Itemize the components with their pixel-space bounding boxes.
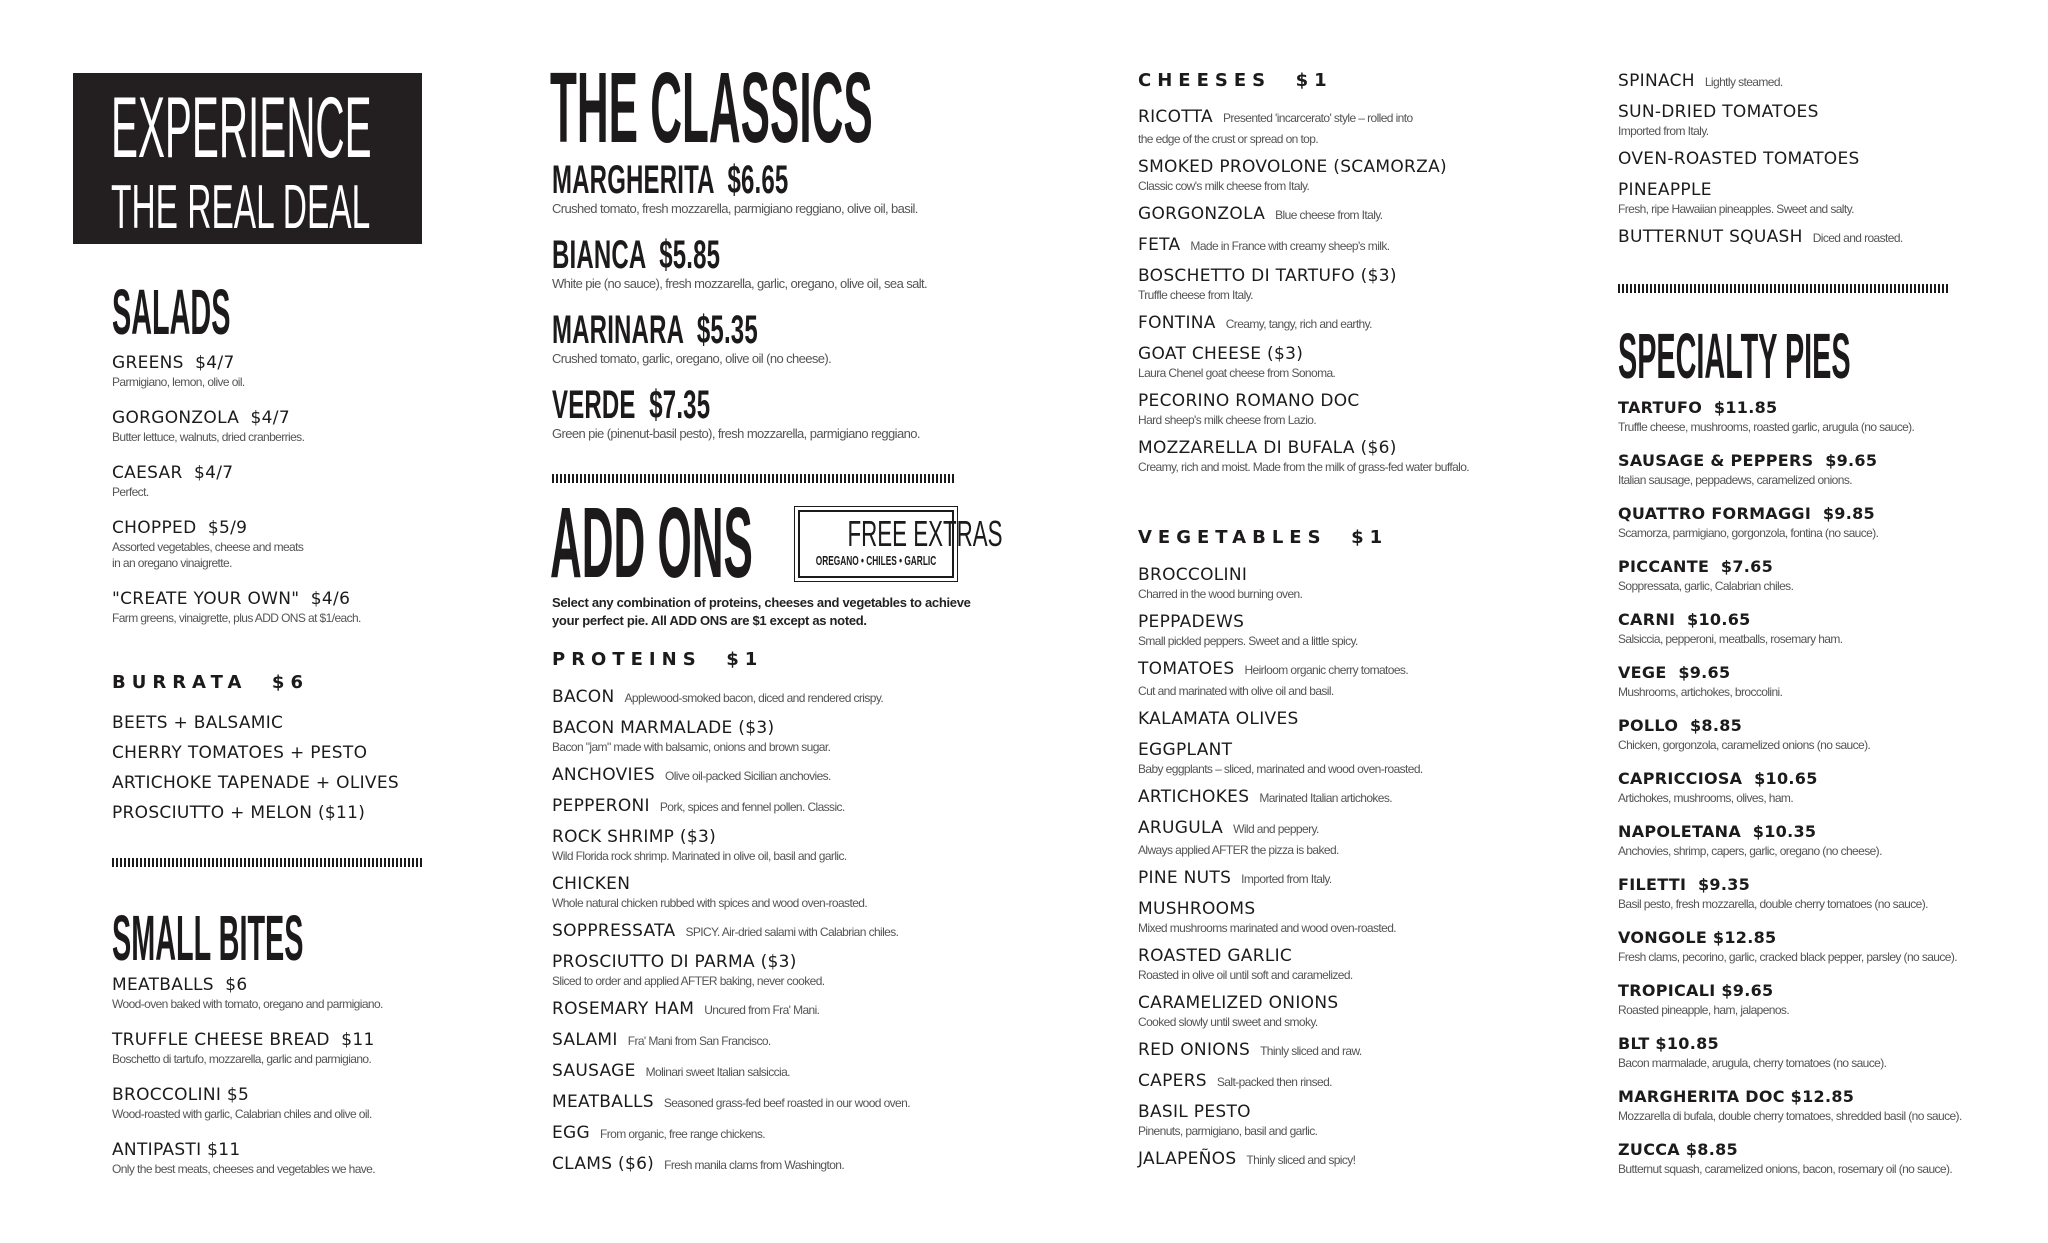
menu-item-name: "CREATE YOUR OWN" $4/6 [112,589,351,609]
menu-item [552,160,946,217]
menu-item [1618,179,1958,217]
menu-item [1618,397,1962,436]
menu-item [112,352,361,390]
menu-item-name: MOZZARELLA DI BUFALA ($6) [1138,438,1397,458]
small-bites-title: SMALL BITES [112,902,304,974]
menu-item [1138,390,1538,428]
menu-item-description: Charred in the wood burning oven. [1138,587,1303,601]
classics-list [552,160,946,460]
menu-item-name: FETA [1138,235,1181,255]
menu-item-description: Fresh, ripe Hawaiian pineapples. Sweet and salty. [1618,202,1854,216]
menu-item-description: Assorted vegetables, cheese and meats in an oregano vinaigrette. [112,540,304,570]
menu-item-name: SAUSAGE [552,1061,636,1081]
menu-item-name: PINE NUTS [1138,868,1232,888]
menu-item [1138,786,1538,808]
hero-line-1: EXPERIENCE [111,80,372,176]
menu-item [112,588,361,626]
menu-item-description: Mozzarella di bufala, double cherry tomatoes, shredded basil (no sauce). [1618,1109,1962,1123]
vegetables-list-continued [1618,70,1958,257]
menu-item-name: SOPPRESSATA [552,921,676,941]
menu-item-description: Roasted in olive oil until soft and caramelized. [1138,968,1353,982]
menu-item [552,235,946,292]
menu-item [112,708,399,738]
menu-item-description: Fresh clams, pecorino, garlic, cracked black pepper, parsley (no sauce). [1618,950,1957,964]
menu-item-description: Pork, spices and fennel pollen. Classic. [659,800,845,814]
menu-item-name: ROASTED GARLIC [1138,946,1293,966]
menu-item-description: Laura Chenel goat cheese from Sonoma. [1138,366,1336,380]
menu-item-name: BUTTERNUT SQUASH [1618,227,1803,247]
menu-item-name: FONTINA [1138,313,1216,333]
menu-item-name: BACON [552,687,615,707]
menu-item-name: ANTIPASTI $11 [112,1140,241,1160]
salads-list [112,352,361,643]
menu-item [112,1139,383,1177]
small-bites-heading [112,902,538,974]
menu-item-description: Hard sheep's milk cheese from Lazio. [1138,413,1317,427]
menu-item-description: Wood-roasted with garlic, Calabrian chiles and olive oil. [112,1107,372,1121]
menu-item-name: QUATTRO FORMAGGI $9.85 [1618,504,1875,523]
menu-item [112,768,399,798]
menu-item-name: MARGHERITA $6.65 [552,158,789,202]
menu-item [1138,1070,1538,1092]
menu-item [112,462,361,500]
menu-item-name: TOMATOES [1138,659,1235,679]
menu-item-description: Salt-packed then rinsed. [1216,1075,1332,1089]
menu-item-name: BEETS + BALSAMIC [112,713,284,733]
menu-item [1138,343,1538,381]
menu-item-description: Fra' Mani from San Francisco. [627,1034,771,1048]
menu-item [1138,564,1538,602]
menu-item [1618,148,1958,170]
add-ons-title: ADD ONS [550,487,753,599]
hero-banner [73,73,422,244]
menu-item-description: Soppressata, garlic, Calabrian chiles. [1618,579,1794,593]
menu-item-name: PROSCIUTTO DI PARMA ($3) [552,952,797,972]
menu-item-description: Wild and peppery. Always applied AFTER the pizza is baked. [1138,822,1339,857]
menu-item-name: CHERRY TOMATOES + PESTO [112,743,368,763]
menu-item [1138,1039,1538,1061]
menu-item-name: RED ONIONS [1138,1040,1251,1060]
menu-item-name: PEPPERONI [552,796,650,816]
menu-item [552,686,972,708]
menu-item [112,1084,383,1122]
menu-item [1618,1139,1962,1178]
menu-item [552,1153,972,1175]
menu-item-description: Green pie (pinenut-basil pesto), fresh mozzarella, parmigiano reggiano. [552,426,920,441]
menu-item-description: Scamorza, parmigiano, gorgonzola, fontina (no sauce). [1618,526,1879,540]
menu-item-name: CAESAR $4/7 [112,463,234,483]
menu-item-description: Creamy, tangy, rich and earthy. [1225,317,1372,331]
menu-item [1618,609,1962,648]
menu-item-name: NAPOLETANA $10.35 [1618,822,1817,841]
menu-item [552,873,972,911]
menu-item-name: ARTICHOKES [1138,787,1250,807]
menu-item-name: ARTICHOKE TAPENADE + OLIVES [112,773,399,793]
menu-item [1618,662,1962,701]
menu-item-name: BOSCHETTO DI TARTUFO ($3) [1138,266,1397,286]
menu-item-description: Fresh manila clams from Washington. [664,1158,845,1172]
menu-item-name: PICCANTE $7.65 [1618,557,1774,576]
menu-item-name: TRUFFLE CHEESE BREAD $11 [112,1030,375,1050]
menu-item-description: Thinly sliced and raw. [1260,1044,1362,1058]
menu-item-description: Truffle cheese, mushrooms, roasted garlic, arugula (no sauce). [1618,420,1915,434]
menu-item-description: White pie (no sauce), fresh mozzarella, garlic, oregano, olive oil, sea salt. [552,276,928,291]
menu-item-name: BACON MARMALADE ($3) [552,718,775,738]
cheeses-heading: CHEESES $1 [1138,70,1333,91]
menu-item-name: RICOTTA [1138,107,1213,127]
free-extras-title: FREE EXTRAS [847,513,1003,554]
menu-item-description: Chicken, gorgonzola, caramelized onions (no sauce). [1618,738,1871,752]
menu-item [1618,980,1962,1019]
menu-item-description: Creamy, rich and moist. Made from the milk of grass-fed water buffalo. [1138,460,1470,474]
menu-item-name: CHICKEN [552,874,631,894]
menu-item-name: EGGPLANT [1138,740,1233,760]
burrata-list [112,708,399,828]
menu-item-name: PINEAPPLE [1618,180,1712,200]
menu-item [1618,450,1962,489]
menu-item [552,1060,972,1082]
menu-item [1618,1086,1962,1125]
menu-item [1138,1101,1538,1139]
menu-item-name: ROSEMARY HAM [552,999,695,1019]
menu-item-name: MUSHROOMS [1138,899,1256,919]
menu-item-name: MARINARA $5.35 [552,308,758,352]
specialty-pies-heading [1618,320,2048,392]
menu-item [552,795,972,817]
menu-item [552,310,946,367]
menu-item-description: Cooked slowly until sweet and smoky. [1138,1015,1318,1029]
menu-item-description: Truffle cheese from Italy. [1138,288,1253,302]
menu-item-name: JALAPEÑOS [1138,1149,1237,1169]
menu-item [552,764,972,786]
salads-title: SALADS [112,276,231,348]
menu-item [1138,867,1538,889]
menu-item-name: ARUGULA [1138,818,1224,838]
menu-item-name: BROCCOLINI $5 [112,1085,250,1105]
divider [112,858,422,867]
menu-item-name: VEGE $9.65 [1618,663,1731,682]
menu-item [1138,817,1538,858]
menu-item-name: TROPICALI $9.65 [1618,981,1774,1000]
menu-item [552,1091,972,1113]
menu-item-description: Marinated Italian artichokes. [1259,791,1393,805]
menu-item-name: EGG [552,1123,590,1143]
menu-item-name: GOAT CHEESE ($3) [1138,344,1304,364]
cheeses-list [1138,106,1538,484]
menu-item-description: Blue cheese from Italy. [1275,208,1383,222]
menu-item-description: Wild Florida rock shrimp. Marinated in olive oil, basil and garlic. [552,849,847,863]
menu-item-name: VONGOLE $12.85 [1618,928,1777,947]
menu-item-description: Italian sausage, peppadews, caramelized onions. [1618,473,1852,487]
menu-item-description: Anchovies, shrimp, capers, garlic, oregano (no cheese). [1618,844,1882,858]
menu-item [1138,611,1538,649]
menu-item-description: Presented 'incarcerato' style – rolled into the edge of the crust or spread on top. [1138,111,1413,146]
menu-item [552,920,972,942]
menu-item [1138,658,1538,699]
menu-item-description: Wood-oven baked with tomato, oregano and parmigiano. [112,997,383,1011]
menu-item [552,1122,972,1144]
proteins-list [552,686,972,1184]
add-ons-intro: Select any combination of proteins, cheeses and vegetables to achieve your perfect pie. All ADD ONS are $1 except as noted. [552,595,971,628]
menu-item-description: Crushed tomato, garlic, oregano, olive oil (no cheese). [552,351,832,366]
menu-item [552,951,972,989]
menu-item-description: Butter lettuce, walnuts, dried cranberries. [112,430,305,444]
menu-item-description: Molinari sweet Italian salsiccia. [645,1065,790,1079]
menu-item-description: Crushed tomato, fresh mozzarella, parmigiano reggiano, olive oil, basil. [552,201,918,216]
specialty-pies-list [1618,397,1962,1192]
free-extras-items: OREGANO • CHILES • GARLIC [815,553,937,568]
specialty-pies-title: SPECIALTY PIES [1618,320,1851,392]
menu-item [552,717,972,755]
menu-item [112,1029,383,1067]
menu-item-description: Seasoned grass-fed beef roasted in our wood oven. [663,1096,910,1110]
menu-item-description: Basil pesto, fresh mozzarella, double cherry tomatoes (no sauce). [1618,897,1928,911]
menu-item-description: Mushrooms, artichokes, broccolini. [1618,685,1783,699]
menu-item-name: CARAMELIZED ONIONS [1138,993,1339,1013]
menu-item-name: BLT $10.85 [1618,1034,1719,1053]
menu-item-name: TARTUFO $11.85 [1618,398,1778,417]
menu-item [1138,992,1538,1030]
menu-item-description: Small pickled peppers. Sweet and a little spicy. [1138,634,1358,648]
menu-item-name: GORGONZOLA $4/7 [112,408,290,428]
menu-item [1618,1033,1962,1072]
classics-title: THE CLASSICS [550,52,873,164]
menu-item-description: Roasted pineapple, ham, jalapenos. [1618,1003,1790,1017]
vegetables-heading: VEGETABLES $1 [1138,527,1389,548]
menu-item-name: FILETTI $9.35 [1618,875,1751,894]
menu-item-description: Imported from Italy. [1618,124,1709,138]
menu-item-description: Applewood-smoked bacon, diced and rendered crispy. [624,691,884,705]
menu-item-description: From organic, free range chickens. [600,1127,766,1141]
menu-item-description: Only the best meats, cheeses and vegetables we have. [112,1162,375,1176]
menu-item [1138,312,1538,334]
menu-item [1138,1148,1538,1170]
menu-item-name: SMOKED PROVOLONE (SCAMORZA) [1138,157,1447,177]
vegetables-list [1138,564,1538,1179]
menu-item-name: BIANCA $5.85 [552,233,721,277]
menu-item [112,517,361,571]
menu-item-description: Whole natural chicken rubbed with spices and wood oven-roasted. [552,896,868,910]
menu-item-description: SPICY. Air-dried salami with Calabrian chiles. [685,925,899,939]
menu-item-description: Pinenuts, parmigiano, basil and garlic. [1138,1124,1318,1138]
menu-item-name: ANCHOVIES [552,765,655,785]
menu-item-name: MEATBALLS [552,1092,654,1112]
menu-item-description: Diced and roasted. [1812,231,1903,245]
menu-item-name: CHOPPED $5/9 [112,518,248,538]
menu-item [1618,821,1962,860]
menu-item-name: MEATBALLS $6 [112,975,248,995]
menu-item [1138,234,1538,256]
menu-item [112,407,361,445]
menu-item-name: KALAMATA OLIVES [1138,709,1299,729]
divider [1618,284,1948,293]
menu-item [1618,226,1958,248]
menu-item [552,1029,972,1051]
menu-item-description: Made in France with creamy sheep's milk. [1190,239,1390,253]
menu-item-description: Perfect. [112,485,149,499]
menu-item-description: Bacon "jam" made with balsamic, onions and brown sugar. [552,740,831,754]
hero-line-2: THE REAL DEAL [111,173,371,242]
menu-item [1138,437,1538,475]
menu-item-name: SUN-DRIED TOMATOES [1618,102,1819,122]
salads-heading [112,276,375,348]
proteins-heading: PROTEINS $1 [552,649,764,670]
menu-item [1138,265,1538,303]
menu-item-name: GORGONZOLA [1138,204,1266,224]
menu-item [552,385,946,442]
menu-item [1138,106,1538,147]
menu-item-name: SALAMI [552,1030,618,1050]
menu-item-description: Baby eggplants – sliced, marinated and wood oven-roasted. [1138,762,1423,776]
menu-item [1138,203,1538,225]
menu-item-name: ZUCCA $8.85 [1618,1140,1738,1159]
menu-item-description: Mixed mushrooms marinated and wood oven-roasted. [1138,921,1397,935]
burrata-heading: BURRATA $6 [112,672,309,693]
menu-item-description: Artichokes, mushrooms, olives, ham. [1618,791,1794,805]
menu-item [1618,715,1962,754]
menu-item-description: Sliced to order and applied AFTER baking, never cooked. [552,974,825,988]
menu-item-name: OVEN-ROASTED TOMATOES [1618,149,1860,169]
menu-item-description: Salsiccia, pepperoni, meatballs, rosemary ham. [1618,632,1843,646]
menu-item-name: BASIL PESTO [1138,1102,1251,1122]
free-extras-box [798,510,1003,578]
menu-item-name: CAPRICCIOSA $10.65 [1618,769,1818,788]
small-bites-list [112,974,383,1194]
menu-item [1618,874,1962,913]
menu-item-description: Imported from Italy. [1241,872,1332,886]
menu-item [552,826,972,864]
menu-item-name: SAUSAGE & PEPPERS $9.65 [1618,451,1878,470]
menu-item-name: MARGHERITA DOC $12.85 [1618,1087,1855,1106]
menu-item-name: CARNI $10.65 [1618,610,1751,629]
menu-item [1138,708,1538,730]
menu-item-description: Boschetto di tartufo, mozzarella, garlic and parmigiano. [112,1052,372,1066]
menu-item-name: POLLO $8.85 [1618,716,1743,735]
menu-item [1618,556,1962,595]
menu-item-name: GREENS $4/7 [112,353,235,373]
menu-item [1618,768,1962,807]
menu-item [1138,898,1538,936]
menu-item-name: CAPERS [1138,1071,1207,1091]
menu-item-name: CLAMS ($6) [552,1154,655,1174]
menu-item-description: Classic cow's milk cheese from Italy. [1138,179,1310,193]
menu-item-description: Bacon marmalade, arugula, cherry tomatoes (no sauce). [1618,1056,1887,1070]
divider [552,474,956,483]
menu-item [112,974,383,1012]
menu-item-name: BROCCOLINI [1138,565,1248,585]
menu-item [1618,101,1958,139]
menu-item [112,738,399,768]
menu-item-description: Farm greens, vinaigrette, plus ADD ONS at $1/each. [112,611,361,625]
menu-item-description: Olive oil-packed Sicilian anchovies. [664,769,831,783]
menu-item-description: Uncured from Fra' Mani. [704,1003,820,1017]
menu-item [1138,945,1538,983]
menu-item [1618,70,1958,92]
menu-item [1138,739,1538,777]
menu-item-name: SPINACH [1618,71,1695,91]
menu-item [1618,503,1962,542]
menu-item [552,998,972,1020]
menu-item-name: ROCK SHRIMP ($3) [552,827,717,847]
menu-item-name: VERDE $7.35 [552,383,711,427]
menu-item-description: Lightly steamed. [1704,75,1783,89]
menu-item [112,798,399,828]
menu-item-description: Thinly sliced and spicy! [1246,1153,1356,1167]
menu-item-description: Butternut squash, caramelized onions, bacon, rosemary oil (no sauce). [1618,1162,1953,1176]
menu-item [1618,927,1962,966]
menu-item-name: PECORINO ROMANO DOC [1138,391,1360,411]
menu-item [1138,156,1538,194]
menu-item-description: Parmigiano, lemon, olive oil. [112,375,245,389]
menu-item-description: Heirloom organic cherry tomatoes. Cut and marinated with olive oil and basil. [1138,663,1409,698]
menu-item-name: PROSCIUTTO + MELON ($11) [112,803,366,823]
menu-item-name: PEPPADEWS [1138,612,1245,632]
